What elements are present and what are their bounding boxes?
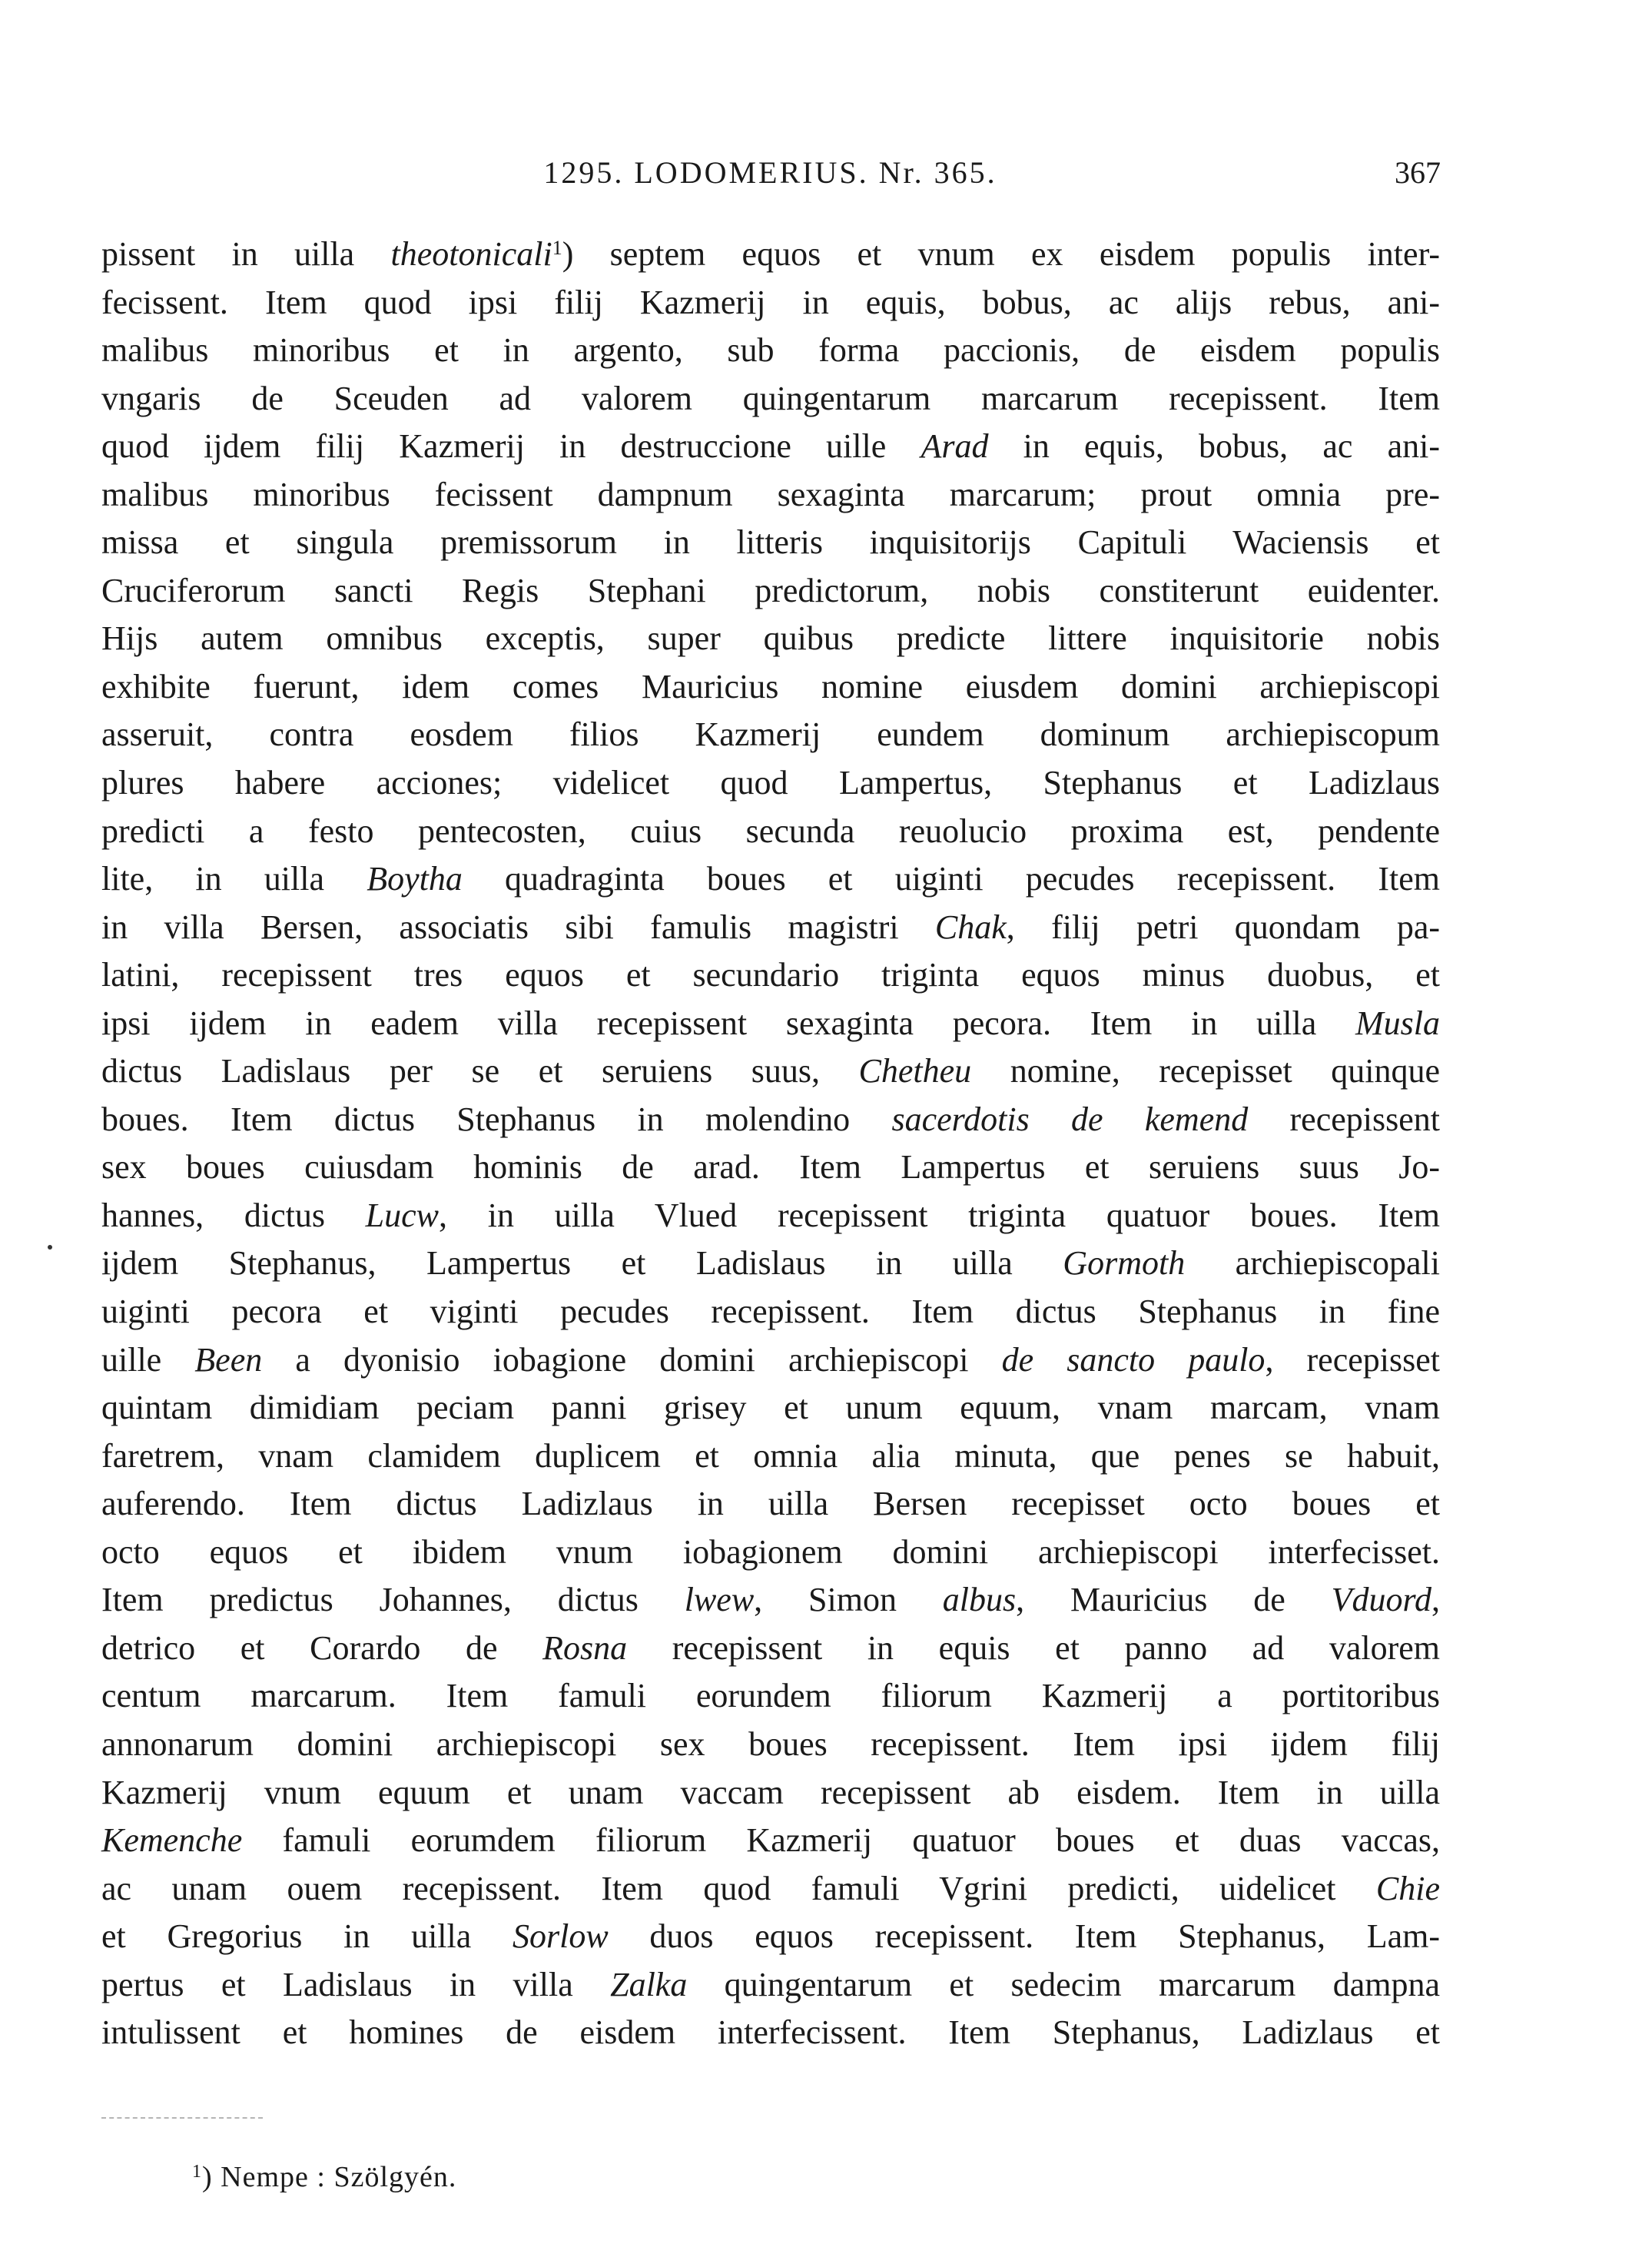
text-segment: in villa Bersen, associatis sibi famulis magistri [101, 908, 935, 946]
text-segment: centum marcarum. Item famuli eorundem filiorum Kazmerij a portitoribus [101, 1677, 1440, 1715]
text-segment: asseruit, contra eosdem filios Kazmerij eundem dominum archiepiscopum [101, 715, 1440, 754]
text-segment: pissent in uilla [101, 235, 391, 273]
text-segment: , in uilla Vlued recepissent triginta quatuor boues. Item [439, 1196, 1440, 1234]
text-segment: Item predictus Johannes, dictus [101, 1581, 685, 1619]
text-line [101, 1047, 1440, 1096]
text-segment: malibus minoribus et in argento, sub forma paccionis, de eisdem populis [101, 331, 1440, 370]
italic-name: lwew [684, 1581, 755, 1619]
text-segment: predicti a festo pentecosten, cuius secunda reuolucio proxima est, pendente [101, 812, 1440, 850]
text-line [101, 1096, 1440, 1144]
italic-name: sacerdotis de kemend [891, 1100, 1249, 1138]
text-line [101, 1961, 1440, 2010]
text-segment: quingentarum et sedecim marcarum dampna [687, 1965, 1440, 2003]
text-line [101, 855, 1440, 904]
italic-name: Musla [1355, 1004, 1440, 1042]
footnote-rule [101, 2117, 263, 2119]
italic-name: Zalka [610, 1965, 688, 2003]
text-segment: et Gregorius in uilla [101, 1917, 513, 1956]
text-line [101, 1865, 1440, 1914]
footnote-reference: 1 [552, 237, 562, 259]
text-segment: plures habere acciones; videlicet quod Lampertus, Stephanus et Ladizlaus [101, 764, 1440, 802]
text-line [101, 231, 1440, 279]
text-segment: uiginti pecora et viginti pecudes recepissent. Item dictus Stephanus in fine [101, 1293, 1440, 1331]
text-segment: exhibite fuerunt, idem comes Mauricius nomine eiusdem domini archiepiscopi [101, 667, 1440, 705]
text-segment: , filij petri quondam pa- [1006, 908, 1440, 946]
text-line [101, 1240, 1440, 1288]
italic-name: theotonicali [390, 235, 552, 273]
italic-name: Vduord [1331, 1581, 1432, 1619]
text-segment: , [1431, 1581, 1441, 1619]
text-line [101, 808, 1440, 856]
text-line [101, 423, 1440, 471]
italic-name: Sorlow [513, 1917, 609, 1956]
text-line [101, 2009, 1440, 2057]
text-segment: recepissent in equis et panno ad valorem [627, 1628, 1440, 1667]
italic-name: Chak [934, 908, 1007, 946]
text-segment: faretrem, vnam clamidem duplicem et omnia alia minuta, que penes se habuit, [101, 1436, 1440, 1475]
italic-name: Gormoth [1063, 1244, 1186, 1283]
text-segment: Cruciferorum sancti Regis Stephani predictorum, nobis constiterunt euidenter. [101, 571, 1440, 609]
text-line [101, 711, 1440, 759]
italic-name: Chetheu [858, 1052, 972, 1090]
text-segment: octo equos et ibidem vnum iobagionem domini archiepiscopi interfecisset. [101, 1532, 1440, 1571]
italic-name: Arad [921, 427, 989, 466]
text-line [101, 519, 1440, 567]
text-segment: Hijs autem omnibus exceptis, super quibus predicte littere inquisitorie nobis [101, 619, 1440, 658]
text-segment: missa et singula premissorum in litteris inquisitorijs Capituli Waciensis et [101, 523, 1440, 562]
text-segment: ipsi ijdem in eadem villa recepissent sexaginta pecora. Item in uilla [101, 1004, 1355, 1042]
text-line [101, 759, 1440, 808]
text-line [101, 1000, 1440, 1048]
footnote [192, 2158, 456, 2196]
italic-name: Kemenche [101, 1821, 243, 1860]
page-number: 367 [1395, 155, 1441, 190]
text-line [101, 1143, 1440, 1192]
text-line [101, 567, 1440, 616]
text-segment: pertus et Ladislaus in villa [101, 1965, 611, 2003]
text-segment: quintam dimidiam peciam panni grisey et unum equum, vnam marcam, vnam [101, 1389, 1440, 1427]
text-line [101, 1384, 1440, 1432]
text-segment: famuli eorumdem filiorum Kazmerij quatuor boues et duas vaccas, [242, 1821, 1440, 1860]
text-line [101, 1480, 1440, 1528]
margin-mark [48, 1245, 52, 1250]
text-segment: in equis, bobus, ac ani- [988, 427, 1440, 466]
text-segment: ac unam ouem recepissent. Item quod famuli Vgrini predicti, uidelicet [101, 1869, 1376, 1907]
text-line [101, 1528, 1440, 1577]
text-segment: nomine, recepisset quinque [971, 1052, 1441, 1090]
text-segment: auferendo. Item dictus Ladizlaus in uilla Bersen recepisset octo boues et [101, 1485, 1440, 1523]
text-segment: Kazmerij vnum equum et unam vaccam recepissent ab eisdem. Item in uilla [101, 1773, 1440, 1811]
italic-name: Lucw [365, 1196, 440, 1234]
text-segment: ) septem equos et vnum ex eisdem populis inter- [562, 235, 1440, 273]
text-line [101, 951, 1440, 1000]
text-line [101, 904, 1440, 952]
text-line [101, 1192, 1440, 1240]
text-segment: quod ijdem filij Kazmerij in destruccione uille [101, 427, 921, 466]
text-line [101, 279, 1440, 327]
text-line [101, 1817, 1440, 1865]
text-segment: malibus minoribus fecissent dampnum sexaginta marcarum; prout omnia pre- [101, 475, 1440, 513]
text-segment: annonarum domini archiepiscopi sex boues recepissent. Item ipsi ijdem filij [101, 1724, 1440, 1763]
text-segment: latini, recepissent tres equos et secundario triginta equos minus duobus, et [101, 956, 1440, 994]
text-line [101, 471, 1440, 519]
text-line [101, 1672, 1440, 1721]
italic-name: Boytha [367, 860, 463, 898]
text-segment: archiepiscopali [1185, 1244, 1440, 1283]
text-segment: dictus Ladislaus per se et seruiens suus, [101, 1052, 859, 1090]
text-line [101, 1913, 1440, 1961]
text-line [101, 1625, 1440, 1673]
italic-name: Rosna [542, 1628, 628, 1667]
text-segment: hannes, dictus [101, 1196, 366, 1234]
text-segment: quadraginta boues et uiginti pecudes recepissent. Item [462, 860, 1440, 898]
text-segment: a dyonisio iobagione domini archiepiscopi [262, 1340, 1002, 1379]
text-segment: detrico et Corardo de [101, 1628, 543, 1667]
italic-name: albus [942, 1581, 1017, 1619]
text-line [101, 1432, 1440, 1481]
footnote-marker: 1 [192, 2162, 202, 2182]
text-segment: recepissent [1248, 1100, 1440, 1138]
text-line [101, 327, 1440, 375]
text-segment: , Mauricius de [1016, 1581, 1332, 1619]
text-line [101, 615, 1440, 663]
italic-name: Been [194, 1340, 263, 1379]
running-title: 1295. LODOMERIUS. Nr. 365. [543, 155, 997, 190]
text-segment: ijdem Stephanus, Lampertus et Ladislaus in uilla [101, 1244, 1063, 1283]
text-segment: lite, in uilla [101, 860, 367, 898]
italic-name: Chie [1375, 1869, 1440, 1907]
page-header [100, 150, 1441, 196]
text-segment: fecissent. Item quod ipsi filij Kazmerij in equis, bobus, ac alijs rebus, ani- [101, 283, 1440, 321]
text-segment: boues. Item dictus Stephanus in molendino [101, 1100, 892, 1138]
text-line [101, 1576, 1440, 1625]
text-segment: , recepisset [1265, 1340, 1440, 1379]
text-segment: sex boues cuiusdam hominis de arad. Item Lampertus et seruiens suus Jo- [101, 1148, 1440, 1187]
text-segment: , Simon [754, 1581, 943, 1619]
text-line [101, 1336, 1440, 1385]
text-line [101, 663, 1440, 712]
text-line [101, 1721, 1440, 1769]
text-line [101, 1288, 1440, 1336]
text-line [101, 1769, 1440, 1817]
text-segment: duos equos recepissent. Item Stephanus, Lam- [608, 1917, 1441, 1956]
italic-name: de sancto paulo [1001, 1340, 1266, 1379]
body-text [101, 231, 1440, 2057]
text-line [101, 375, 1440, 423]
text-segment: uille [101, 1340, 195, 1379]
text-segment: intulissent et homines de eisdem interfecissent. Item Stephanus, Ladizlaus et [101, 2013, 1440, 2052]
footnote-text: ) Nempe : Szölgyén. [202, 2161, 457, 2193]
text-segment: vngaris de Sceuden ad valorem quingentarum marcarum recepissent. Item [101, 379, 1440, 417]
